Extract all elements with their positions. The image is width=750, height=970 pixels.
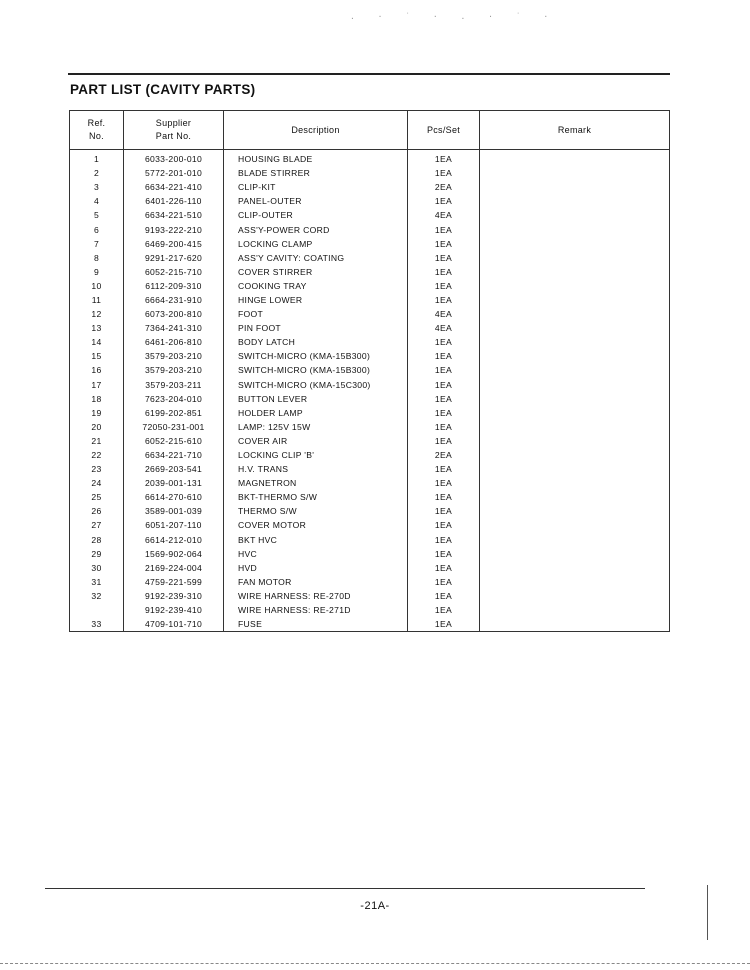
part-no-cell: 6199-202-851 <box>124 406 224 420</box>
part-no-cell: 9193-222-210 <box>124 222 224 236</box>
description-cell: BUTTON LEVER <box>224 392 408 406</box>
description-cell: COVER AIR <box>224 434 408 448</box>
remark-cell <box>480 180 670 194</box>
top-rule <box>68 73 670 75</box>
ref-cell: 2 <box>70 166 124 180</box>
ref-cell: 14 <box>70 335 124 349</box>
table-row <box>70 518 670 532</box>
remark-cell <box>480 533 670 547</box>
pcs-set-cell: 1EA <box>408 251 480 265</box>
remark-cell <box>480 589 670 603</box>
description-cell: BKT HVC <box>224 533 408 547</box>
remark-cell <box>480 293 670 307</box>
ref-cell: 23 <box>70 462 124 476</box>
description-cell: COVER STIRRER <box>224 265 408 279</box>
pcs-set-cell: 1EA <box>408 561 480 575</box>
description-cell: SWITCH-MICRO (KMA-15B300) <box>224 349 408 363</box>
description-cell: CLIP-OUTER <box>224 208 408 222</box>
ref-cell: 4 <box>70 194 124 208</box>
header-pcs-set: Pcs/Set <box>408 111 480 150</box>
remark-cell <box>480 194 670 208</box>
description-cell: CLIP-KIT <box>224 180 408 194</box>
description-cell: COVER MOTOR <box>224 518 408 532</box>
description-cell: ASS'Y CAVITY: COATING <box>224 251 408 265</box>
pcs-set-cell: 1EA <box>408 392 480 406</box>
pcs-set-cell: 1EA <box>408 575 480 589</box>
part-no-cell: 6073-200-810 <box>124 307 224 321</box>
pcs-set-cell: 1EA <box>408 490 480 504</box>
ref-cell: 24 <box>70 476 124 490</box>
description-cell: FAN MOTOR <box>224 575 408 589</box>
ref-cell: 1 <box>70 150 124 167</box>
description-cell: PANEL-OUTER <box>224 194 408 208</box>
description-cell: HOUSING BLADE <box>224 150 408 167</box>
ref-cell: 25 <box>70 490 124 504</box>
ref-cell: 12 <box>70 307 124 321</box>
pcs-set-cell: 4EA <box>408 307 480 321</box>
description-cell: HVC <box>224 547 408 561</box>
remark-cell <box>480 321 670 335</box>
table-row <box>70 363 670 377</box>
table-row <box>70 208 670 222</box>
pcs-set-cell: 1EA <box>408 617 480 632</box>
part-no-cell: 6469-200-415 <box>124 237 224 251</box>
ref-cell: 5 <box>70 208 124 222</box>
remark-cell <box>480 561 670 575</box>
pcs-set-cell: 2EA <box>408 180 480 194</box>
pcs-set-cell: 1EA <box>408 476 480 490</box>
scan-specks: . · ˙ · . · ˙ · <box>350 12 558 21</box>
part-no-cell: 4709-101-710 <box>124 617 224 632</box>
remark-cell <box>480 335 670 349</box>
pcs-set-cell: 1EA <box>408 462 480 476</box>
remark-cell <box>480 575 670 589</box>
ref-cell: 19 <box>70 406 124 420</box>
description-cell: BODY LATCH <box>224 335 408 349</box>
table-row <box>70 462 670 476</box>
table-row <box>70 547 670 561</box>
pcs-set-cell: 1EA <box>408 279 480 293</box>
table-row <box>70 180 670 194</box>
part-no-cell: 2169-224-004 <box>124 561 224 575</box>
pcs-set-cell: 1EA <box>408 434 480 448</box>
description-cell: BKT-THERMO S/W <box>224 490 408 504</box>
pcs-set-cell: 1EA <box>408 603 480 617</box>
part-no-cell: 6112-209-310 <box>124 279 224 293</box>
table-row <box>70 166 670 180</box>
pcs-set-cell: 1EA <box>408 166 480 180</box>
ref-cell: 22 <box>70 448 124 462</box>
table-row <box>70 589 670 603</box>
ref-cell <box>70 603 124 617</box>
table-row <box>70 476 670 490</box>
remark-cell <box>480 222 670 236</box>
table-row <box>70 222 670 236</box>
ref-cell: 30 <box>70 561 124 575</box>
part-no-cell: 9291-217-620 <box>124 251 224 265</box>
pcs-set-cell: 1EA <box>408 406 480 420</box>
table-row <box>70 448 670 462</box>
remark-cell <box>480 208 670 222</box>
description-cell: SWITCH-MICRO (KMA-15C300) <box>224 378 408 392</box>
description-cell: LOCKING CLAMP <box>224 237 408 251</box>
pcs-set-cell: 4EA <box>408 321 480 335</box>
pcs-set-cell: 1EA <box>408 533 480 547</box>
table-row <box>70 603 670 617</box>
ref-cell: 18 <box>70 392 124 406</box>
table-row <box>70 617 670 632</box>
ref-cell: 32 <box>70 589 124 603</box>
description-cell: WIRE HARNESS: RE-271D <box>224 603 408 617</box>
ref-cell: 21 <box>70 434 124 448</box>
part-no-cell: 6614-212-010 <box>124 533 224 547</box>
remark-cell <box>480 547 670 561</box>
ref-cell: 15 <box>70 349 124 363</box>
part-no-cell: 9192-239-410 <box>124 603 224 617</box>
remark-cell <box>480 150 670 167</box>
ref-cell: 20 <box>70 420 124 434</box>
page-title: PART LIST (CAVITY PARTS) <box>70 82 256 97</box>
description-cell: WIRE HARNESS: RE-270D <box>224 589 408 603</box>
part-no-cell: 6052-215-610 <box>124 434 224 448</box>
remark-cell <box>480 406 670 420</box>
table-row <box>70 307 670 321</box>
ref-cell: 27 <box>70 518 124 532</box>
part-no-cell: 6052-215-710 <box>124 265 224 279</box>
table-row <box>70 420 670 434</box>
table-row <box>70 293 670 307</box>
table-row <box>70 561 670 575</box>
header-part-no: Supplier Part No. <box>124 111 224 150</box>
pcs-set-cell: 1EA <box>408 349 480 363</box>
bottom-rule <box>45 888 645 889</box>
remark-cell <box>480 448 670 462</box>
part-no-cell: 6051-207-110 <box>124 518 224 532</box>
ref-cell: 7 <box>70 237 124 251</box>
table-row <box>70 406 670 420</box>
remark-cell <box>480 279 670 293</box>
margin-mark <box>707 885 708 940</box>
table-row <box>70 504 670 518</box>
page-number: -21A- <box>360 900 390 912</box>
remark-cell <box>480 251 670 265</box>
remark-cell <box>480 265 670 279</box>
remark-cell <box>480 504 670 518</box>
table-row <box>70 392 670 406</box>
ref-cell: 31 <box>70 575 124 589</box>
table-row <box>70 434 670 448</box>
ref-cell: 26 <box>70 504 124 518</box>
part-no-cell: 3579-203-211 <box>124 378 224 392</box>
remark-cell <box>480 166 670 180</box>
remark-cell <box>480 434 670 448</box>
ref-cell: 13 <box>70 321 124 335</box>
ref-cell: 17 <box>70 378 124 392</box>
part-no-cell: 7623-204-010 <box>124 392 224 406</box>
description-cell: ASS'Y-POWER CORD <box>224 222 408 236</box>
parts-table <box>69 110 670 632</box>
table-row <box>70 335 670 349</box>
ref-cell: 28 <box>70 533 124 547</box>
part-no-cell: 6401-226-110 <box>124 194 224 208</box>
description-cell: THERMO S/W <box>224 504 408 518</box>
table-row <box>70 575 670 589</box>
pcs-set-cell: 1EA <box>408 222 480 236</box>
ref-cell: 29 <box>70 547 124 561</box>
description-cell: HVD <box>224 561 408 575</box>
part-no-cell: 9192-239-310 <box>124 589 224 603</box>
table-header-row <box>70 111 670 150</box>
part-no-cell: 7364-241-310 <box>124 321 224 335</box>
pcs-set-cell: 1EA <box>408 363 480 377</box>
ref-cell: 11 <box>70 293 124 307</box>
part-no-cell: 6614-270-610 <box>124 490 224 504</box>
part-no-cell: 6634-221-410 <box>124 180 224 194</box>
remark-cell <box>480 349 670 363</box>
table-row <box>70 194 670 208</box>
description-cell: LOCKING CLIP 'B' <box>224 448 408 462</box>
description-cell: HINGE LOWER <box>224 293 408 307</box>
pcs-set-cell: 1EA <box>408 194 480 208</box>
description-cell: FOOT <box>224 307 408 321</box>
remark-cell <box>480 518 670 532</box>
table-row <box>70 150 670 167</box>
part-no-cell: 6634-221-710 <box>124 448 224 462</box>
remark-cell <box>480 462 670 476</box>
ref-cell: 6 <box>70 222 124 236</box>
pcs-set-cell: 4EA <box>408 208 480 222</box>
part-no-cell: 1569-902-064 <box>124 547 224 561</box>
ref-cell: 8 <box>70 251 124 265</box>
description-cell: COOKING TRAY <box>224 279 408 293</box>
header-remark: Remark <box>480 111 670 150</box>
part-no-cell: 6033-200-010 <box>124 150 224 167</box>
description-cell: LAMP: 125V 15W <box>224 420 408 434</box>
description-cell: BLADE STIRRER <box>224 166 408 180</box>
remark-cell <box>480 378 670 392</box>
table-row <box>70 378 670 392</box>
description-cell: SWITCH-MICRO (KMA-15B300) <box>224 363 408 377</box>
part-no-cell: 3589-001-039 <box>124 504 224 518</box>
part-no-cell: 6461-206-810 <box>124 335 224 349</box>
pcs-set-cell: 1EA <box>408 237 480 251</box>
remark-cell <box>480 490 670 504</box>
part-no-cell: 6664-231-910 <box>124 293 224 307</box>
header-description: Description <box>224 111 408 150</box>
part-no-cell: 2039-001-131 <box>124 476 224 490</box>
pcs-set-cell: 1EA <box>408 420 480 434</box>
ref-cell: 9 <box>70 265 124 279</box>
table-row <box>70 349 670 363</box>
part-no-cell: 72050-231-001 <box>124 420 224 434</box>
table-body <box>70 150 670 632</box>
pcs-set-cell: 1EA <box>408 589 480 603</box>
description-cell: MAGNETRON <box>224 476 408 490</box>
part-no-cell: 4759-221-599 <box>124 575 224 589</box>
ref-cell: 3 <box>70 180 124 194</box>
remark-cell <box>480 392 670 406</box>
table-row <box>70 321 670 335</box>
pcs-set-cell: 1EA <box>408 378 480 392</box>
table-row <box>70 265 670 279</box>
table-row <box>70 490 670 504</box>
part-no-cell: 3579-203-210 <box>124 349 224 363</box>
remark-cell <box>480 617 670 632</box>
table-row <box>70 279 670 293</box>
remark-cell <box>480 420 670 434</box>
table-row <box>70 533 670 547</box>
part-no-cell: 6634-221-510 <box>124 208 224 222</box>
description-cell: H.V. TRANS <box>224 462 408 476</box>
remark-cell <box>480 476 670 490</box>
remark-cell <box>480 307 670 321</box>
header-ref: Ref. No. <box>70 111 124 150</box>
pcs-set-cell: 1EA <box>408 150 480 167</box>
description-cell: HOLDER LAMP <box>224 406 408 420</box>
table-row <box>70 237 670 251</box>
ref-cell: 10 <box>70 279 124 293</box>
table-row <box>70 251 670 265</box>
pcs-set-cell: 1EA <box>408 335 480 349</box>
pcs-set-cell: 1EA <box>408 293 480 307</box>
part-no-cell: 2669-203-541 <box>124 462 224 476</box>
pcs-set-cell: 2EA <box>408 448 480 462</box>
part-no-cell: 3579-203-210 <box>124 363 224 377</box>
ref-cell: 33 <box>70 617 124 632</box>
remark-cell <box>480 237 670 251</box>
pcs-set-cell: 1EA <box>408 518 480 532</box>
foot-rule <box>0 963 750 964</box>
pcs-set-cell: 1EA <box>408 504 480 518</box>
pcs-set-cell: 1EA <box>408 547 480 561</box>
remark-cell <box>480 603 670 617</box>
remark-cell <box>480 363 670 377</box>
pcs-set-cell: 1EA <box>408 265 480 279</box>
part-no-cell: 5772-201-010 <box>124 166 224 180</box>
description-cell: PIN FOOT <box>224 321 408 335</box>
ref-cell: 16 <box>70 363 124 377</box>
description-cell: FUSE <box>224 617 408 632</box>
